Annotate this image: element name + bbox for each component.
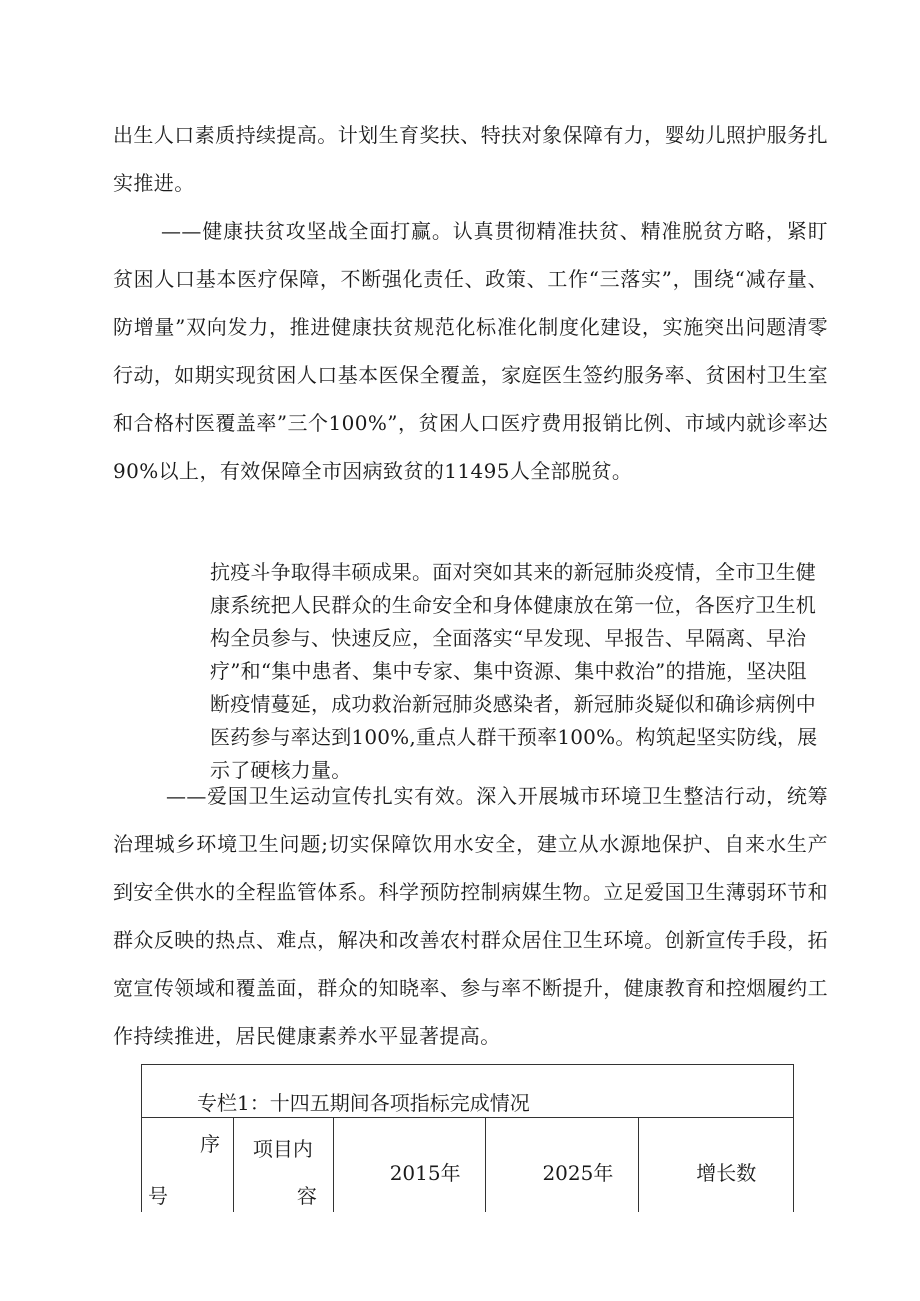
table-caption-cell	[142, 1065, 794, 1118]
header-seq	[142, 1118, 234, 1213]
indicator-table	[141, 1064, 794, 1212]
header-year-2025: 2025年	[542, 1161, 614, 1185]
header-growth-label: 增长数	[696, 1161, 757, 1185]
header-item-top: 项目内	[252, 1137, 313, 1161]
header-growth	[639, 1118, 794, 1213]
header-item-bottom: 容	[296, 1184, 317, 1208]
paragraph-health-poverty: ——健康扶贫攻坚战全面打赢。认真贯彻精准扶贫、精准脱贫方略，紧盯贫困人口基本医疗保障，不断强化责任、政策、工作“三落实”，围绕“减存量、防增量”双向发力，推进健康扶贫规范化标准化制度化建设，实施突出问题清零行动，如期实现贫困人口基本医保全覆盖，家庭医生签约服务率、贫困村卫生室和合格村医覆盖率”三个100%”，贫困人口医疗费用报销比例、市域内就诊率达90%以上，有效保障全市因病致贫的11495人全部脱贫。	[113, 219, 828, 483]
table-caption: 专栏1：十四五期间各项指标完成情况	[197, 1091, 530, 1115]
header-year-2015: 2015年	[389, 1161, 461, 1185]
table-header-row	[142, 1118, 794, 1213]
paragraph-patriotic-health: ——爱国卫生运动宣传扎实有效。深入开展城市环境卫生整洁行动，统筹治理城乡环境卫生问题;切实保障饮用水安全，建立从水源地保护、自来水生产到安全供水的全程监管体系。科学预防控制病媒生物。立足爱国卫生薄弱环节和群众反映的热点、难点，解决和改善农村群众居住卫生环境。创新宣传手段，拓宽宣传领域和覆盖面，群众的知晓率、参与率不断提升，健康教育和控烟履约工作持续推进，居民健康素养水平显著提高。	[113, 784, 828, 1048]
header-2015	[333, 1118, 486, 1213]
header-item	[233, 1118, 333, 1213]
header-seq-top: 序	[200, 1132, 220, 1156]
paragraph-epidemic-fight: 抗疫斗争取得丰硕成果。面对突如其来的新冠肺炎疫情，全市卫生健康系统把人民群众的生命安全和身体健康放在第一位，各医疗卫生机构全员参与、快速反应，全面落实“早发现、早报告、早隔离、早治疗”和“集中患者、集中专家、集中资源、集中救治”的措施，坚决阻断疫情蔓延，成功救治新冠肺炎感染者，新冠肺炎疑似和确诊病例中医药参与率达到100%,重点人群干预率100%。构筑起坚实防线，展示了硬核力量。	[210, 560, 818, 782]
paragraph-birth-quality: 出生人口素质持续提高。计划生育奖扶、特扶对象保障有力，婴幼儿照护服务扎实推进。	[113, 123, 828, 195]
header-2025	[486, 1118, 639, 1213]
header-seq-bottom: 号	[148, 1184, 168, 1208]
